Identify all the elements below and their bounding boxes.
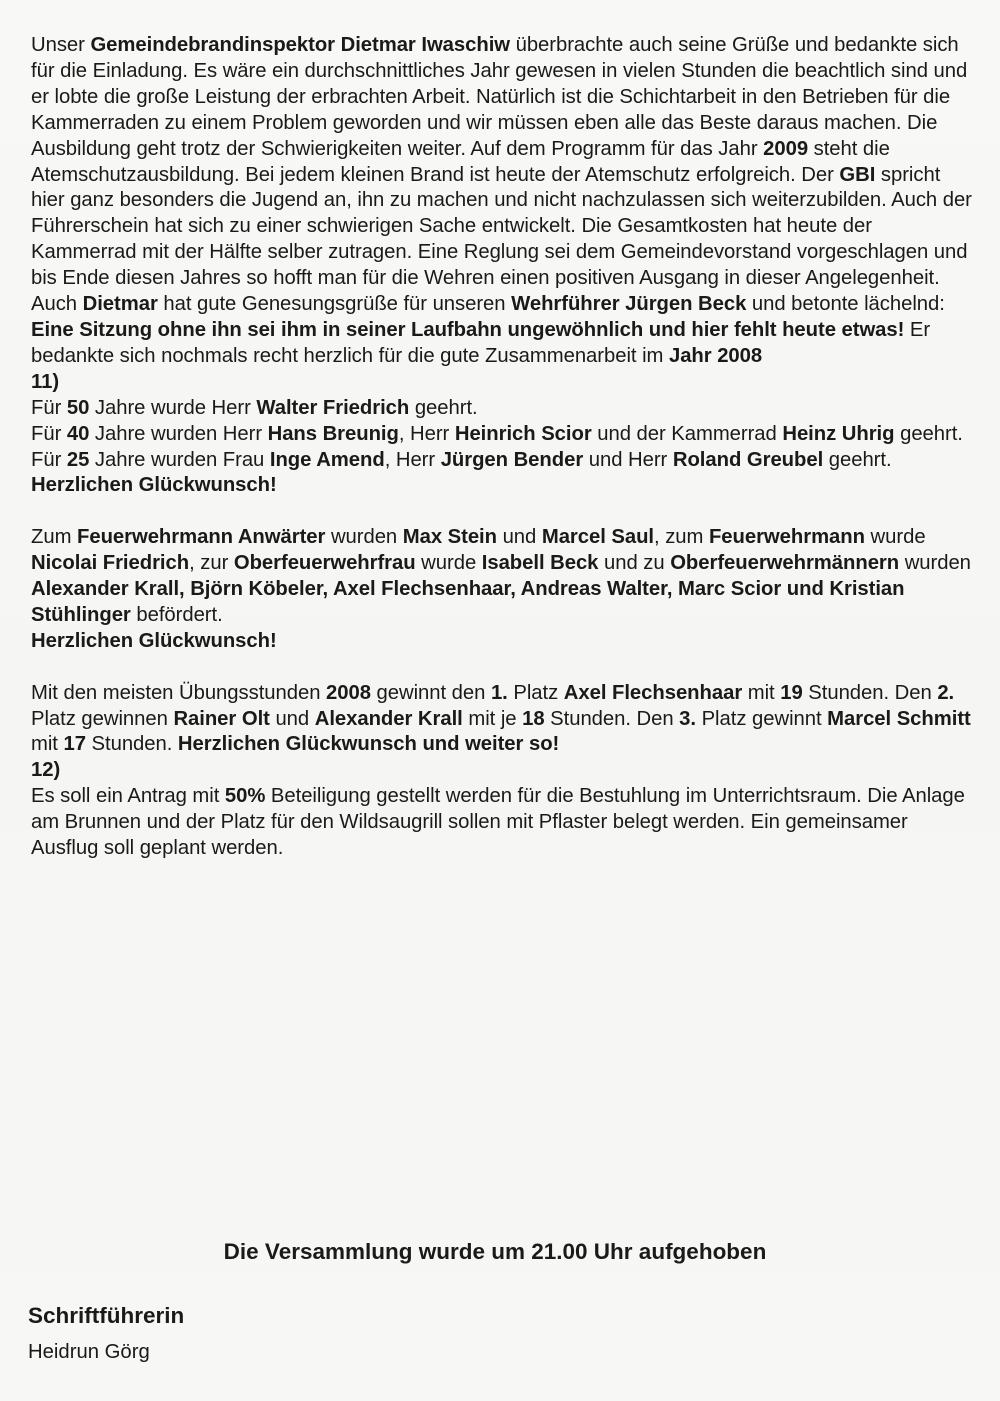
honoree-name: Walter Friedrich [256, 396, 410, 419]
text-span: Für [31, 448, 67, 471]
text-span: hat gute Genesungsgrüße für unseren [157, 293, 512, 316]
text-span: mit [31, 733, 64, 756]
honor-25-line [31, 448, 976, 500]
text-span: und Herr [583, 448, 673, 471]
text-span: , Herr [398, 422, 455, 445]
honor-40-line [31, 422, 976, 448]
person-name: Nicolai Friedrich [31, 552, 190, 575]
text-span: Jahre wurde Herr [89, 396, 257, 419]
paragraph-gap [31, 655, 976, 681]
text-span: , Herr [384, 448, 441, 471]
quote-text: Eine Sitzung ohne ihn sei ihm in seiner Laufbahn ungewöhnlich und hier fehlt heute etwas! [31, 318, 905, 341]
text-span: Unser [31, 34, 91, 56]
person-name: Max Stein [402, 526, 497, 549]
text-span: , zur [189, 552, 234, 575]
text-span: Für [31, 396, 67, 419]
text-span: wurden [325, 526, 403, 549]
text-span: befördert. [130, 603, 223, 626]
document-body [31, 33, 976, 862]
section-number: 12) [31, 759, 61, 782]
hours-count: 17 [63, 733, 86, 756]
text-span: mit je [462, 707, 523, 730]
years-count: 25 [66, 448, 90, 471]
closing-statement: Die Versammlung wurde um 21.00 Uhr aufgehoben [223, 1239, 767, 1264]
place-number: 2. [937, 681, 955, 704]
text-span: Für [31, 422, 67, 445]
signature-role: Schriftführerin [28, 1303, 185, 1328]
year-2009: 2009 [763, 137, 809, 160]
honoree-name: Hans Breunig [267, 422, 399, 445]
years-count: 40 [66, 422, 90, 445]
winner-name: Alexander Krall [314, 707, 463, 730]
text-span: Beteiligung gestellt werden für die Bestuhlung im Unterrichtsraum. Die Anlage am Brunnen und der Platz für den Wildsaugrill sollen mit Pflaster belegt werden. Ein gemeinsamer Ausflug soll geplant werden. [31, 785, 965, 860]
paragraph-gap [31, 499, 976, 525]
honoree-name: Roland Greubel [672, 448, 824, 471]
text-span: , zum [654, 526, 709, 549]
person-name: Isabell Beck [481, 552, 599, 575]
winner-name: Marcel Schmitt [827, 707, 971, 730]
honor-50-line [31, 396, 976, 422]
text-span: Stunden. Den [802, 681, 938, 704]
honoree-name: Jürgen Bender [440, 448, 584, 471]
rank-name: Feuerwehrmann [708, 526, 865, 549]
text-span: und [496, 526, 542, 549]
year-2008: 2008 [326, 681, 371, 704]
text-span: und [269, 707, 315, 730]
text-span: Jahre wurden Frau [89, 448, 270, 471]
text-span: geehrt. [409, 396, 478, 419]
congrats-text: Herzlichen Glückwunsch! [31, 474, 277, 497]
jahr-2008: Jahr 2008 [668, 344, 763, 367]
section-11-heading [31, 370, 976, 396]
wehrfuehrer-name: Wehrführer Jürgen Beck [511, 293, 747, 316]
hours-count: 19 [780, 681, 803, 704]
training-paragraph [31, 681, 976, 759]
promotions-congrats [31, 629, 976, 655]
text-span: steht die Atemschutzausbildung. Bei jedem kleinen Brand ist heute der Atemschutz erfolgreich. Der [31, 137, 890, 186]
dietmar-name: Dietmar [82, 293, 158, 316]
text-span: überbrachte auch seine Grüße und bedankte sich für die Einladung. Es wäre ein durchschnittliches Jahr gewesen in vielen Stunden die beachtlich sind und er lobte die große Leistung der erbrachten Arbeit. Natürlich ist die Schichtarbeit in den Betrieben für die Kammerraden zu einem Problem geworden und wir müssen eben alle das Beste daraus machen. Die Ausbildung geht trotz der Schwierigkeiten weiter. Auf dem Programm für das Jahr [31, 34, 968, 160]
text-span: Zum [31, 526, 77, 549]
hours-count: 18 [522, 707, 545, 730]
speaker-name: Gemeindebrandinspektor Dietmar Iwaschiw [90, 34, 511, 56]
honoree-name: Inge Amend [269, 448, 385, 471]
percent-value: 50% [224, 785, 266, 808]
text-span: mit [742, 681, 781, 704]
person-name: Marcel Saul [541, 526, 655, 549]
text-span: Platz [507, 681, 564, 704]
rank-name: Oberfeuerwehrmännern [670, 552, 900, 575]
person-names-list: Alexander Krall, Björn Köbeler, Axel Flechsenhaar, Andreas Walter, Marc Scior und Kristian Stühlinger [31, 578, 905, 626]
text-span: Es soll ein Antrag mit [31, 785, 225, 808]
text-span: Jahre wurden Herr [89, 422, 268, 445]
congrats-text: Herzlichen Glückwunsch und weiter so! [177, 733, 560, 756]
section-12-heading [31, 758, 976, 784]
place-number: 3. [679, 707, 696, 730]
congrats-text: Herzlichen Glückwunsch! [31, 629, 277, 652]
text-span: wurde [415, 552, 482, 575]
text-span: und betonte lächelnd: [746, 293, 945, 316]
promotions-paragraph [31, 525, 976, 629]
section-number: 11) [31, 370, 60, 393]
gbi-abbrev: GBI [839, 163, 876, 186]
text-span: geehrt. [894, 422, 963, 445]
honoree-name: Heinrich Scior [454, 422, 592, 445]
place-number: 1. [490, 681, 508, 704]
text-span: Stunden. [85, 733, 178, 756]
signature-name: Heidrun Görg [28, 1341, 150, 1363]
text-span: wurde [864, 526, 926, 549]
text-span: Mit den meisten Übungsstunden [31, 681, 327, 704]
rank-name: Oberfeuerwehrfrau [233, 552, 416, 575]
text-span: wurden [899, 552, 971, 575]
text-span: Platz gewinnt [696, 707, 828, 730]
text-span: geehrt. [823, 448, 892, 471]
text-span: spricht hier ganz besonders die Jugend an, ihn zu machen und nicht nachzulassen sich weiterzubilden. Auch der Führerschein hat sich zu einer schwierigen Sache entwickelt. Die Gesamtkosten hat heute der Kammerrad mit der Hälfte selber zutragen. Eine Reglung sei dem Gemeindevorstand vorgeschlagen und bis Ende diesen Jahres so hofft man für die Wehren einen positiven Ausgang in dieser Angelegenheit. Auch [31, 163, 972, 316]
winner-name: Rainer Olt [173, 707, 270, 730]
rank-name: Feuerwehrmann Anwärter [77, 526, 326, 549]
years-count: 50 [66, 396, 90, 419]
gbi-paragraph [31, 33, 976, 370]
text-span: Platz gewinnen [31, 707, 174, 730]
honoree-name: Heinz Uhrig [782, 422, 895, 445]
text-span: Stunden. Den [544, 707, 680, 730]
text-span: gewinnt den [370, 681, 491, 704]
text-span: Er bedankte sich nochmals recht herzlich für die gute Zusammenarbeit im [31, 318, 931, 367]
section-12-paragraph [31, 784, 976, 862]
text-span: und der Kammerrad [591, 422, 783, 445]
text-span: und zu [598, 552, 671, 575]
winner-name: Axel Flechsenhaar [563, 681, 743, 704]
